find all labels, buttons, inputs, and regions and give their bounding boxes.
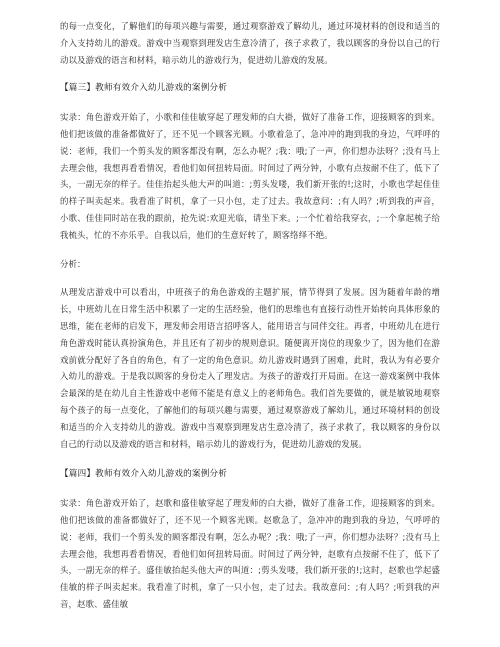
spacer bbox=[60, 97, 440, 109]
section1-paragraph: 的每一点变化，了解他们的每项兴趣与需要，通过观察游戏了解幼儿，通过环境材料的创设和适当的介入支持幼儿的游戏。游戏中当观察到理发店生意冷清了，孩子求救了，我以顾客的身份以自己的行动以及游戏的语言和材料，暗示幼儿的游戏行为，促进幼儿游戏的发展。 bbox=[60, 21, 440, 65]
section3-title: 【篇四】教师有效介入幼儿游戏的案例分析 bbox=[60, 469, 228, 480]
spacer bbox=[60, 483, 440, 495]
spacer bbox=[60, 244, 440, 256]
section3-case: 实录：角色游戏开始了，赵歌和盛佳敏穿起了理发师的白大褂，做好了准备工作，迎接顾客的到来。他们把该做的准备都做好了，还不见一个顾客光顾。赵歌急了，急冲冲的跑到我的身边，气呼呼的说：老师，我们一个剪头发的顾客都没有啊，怎么办呢？;我：哦;了一声，你们想办法呀？;没有马上去理会他，我想再看看情况，看他们如何扭转局面。时间过了两分钟，赵歌有点按耐不住了，低下了头，一副无奈的样子。盛佳敏抬起头他大声的叫道：;剪头发喽，我们新开张的!;这时，赵歌也学起盛佳敏的样子叫卖起来。我看准了时机，拿了一只小包，走了过去。我故意问：;有人吗？;听到我的声音，赵歌、盛佳敏 bbox=[60, 498, 440, 609]
spacer bbox=[60, 272, 440, 284]
spacer bbox=[60, 68, 440, 80]
section2-analysis-label: 分析： bbox=[60, 258, 86, 269]
spacer bbox=[60, 452, 440, 466]
section2-analysis: 从理发店游戏中可以看出，中班孩子的角色游戏的主题扩展，情节得到了发展。因为随着年龄的增长，中班幼儿在日常生活中积累了一定的生活经验，他们的思维也有直接行动性开始转向具体形象的思维，能在老师的启发下，理发师会用语言招呼客人，能用语言与同伴交往。再者，中班幼儿在进行角色游戏时能认真扮演角色，并且还有了初步的规则意识。随便离开岗位的现象少了，因为他们在游戏前就分配好了各自的角色，有了一定的角色意识。幼儿游戏时遇到了困难，此时，我认为有必要介入幼儿的游戏。于是我以顾客的身份走入了理发店。为孩子的游戏打开局面。在这一游戏案例中我体会最深的是在幼儿自主性游戏中老师不能是有意义上的老师角色。我们首先要做的，就是敏锐地观察每个孩子的每一点变化，了解他们的每项兴趣与需要，通过观察游戏了解幼儿，通过环境材料的创设和适当的介入支持幼儿的游戏。游戏中当观察到理发店生意冷清了，孩子求救了，我以顾客的身份以自己的行动以及游戏的语言和材料，暗示幼儿的游戏行为，促进幼儿游戏的发展。 bbox=[60, 287, 440, 449]
section2-case: 实录：角色游戏开始了，小歌和佳佳敏穿起了理发师的白大褂，做好了准备工作，迎接顾客的到来。他们把该做的准备都做好了，还不见一个顾客光顾。小歌着急了，急冲冲的跑到我的身边，气呼呼的说：老师，我们一个剪头发的顾客都没有啊，怎么办呢？;我：哦;了一声，你们想办法呀？;没有马上去理会他，我想再看看情况，看他们如何扭转局面。时间过了两分钟，小歌有点按耐不住了，低下了头，一副无奈的样子。佳佳抬起头他大声的叫道：;剪头发喽，我们新开张的!;这时，小歌也学起佳佳的样子叫卖起来。我看准了时机，拿了一只小包，走了过去。我故意问：;有人吗？;听到我的声音，小歌、佳佳同时站在我的跟前，抢先说:欢迎光临，请坐下来。;一个忙着给我穿衣，;一个拿起梳子给我梳头，忙的不亦乐乎。自我以后，他们的生意好转了，顾客络绎不绝。 bbox=[60, 112, 440, 240]
section2-title: 【篇三】教师有效介入幼儿游戏的案例分析 bbox=[60, 83, 228, 94]
